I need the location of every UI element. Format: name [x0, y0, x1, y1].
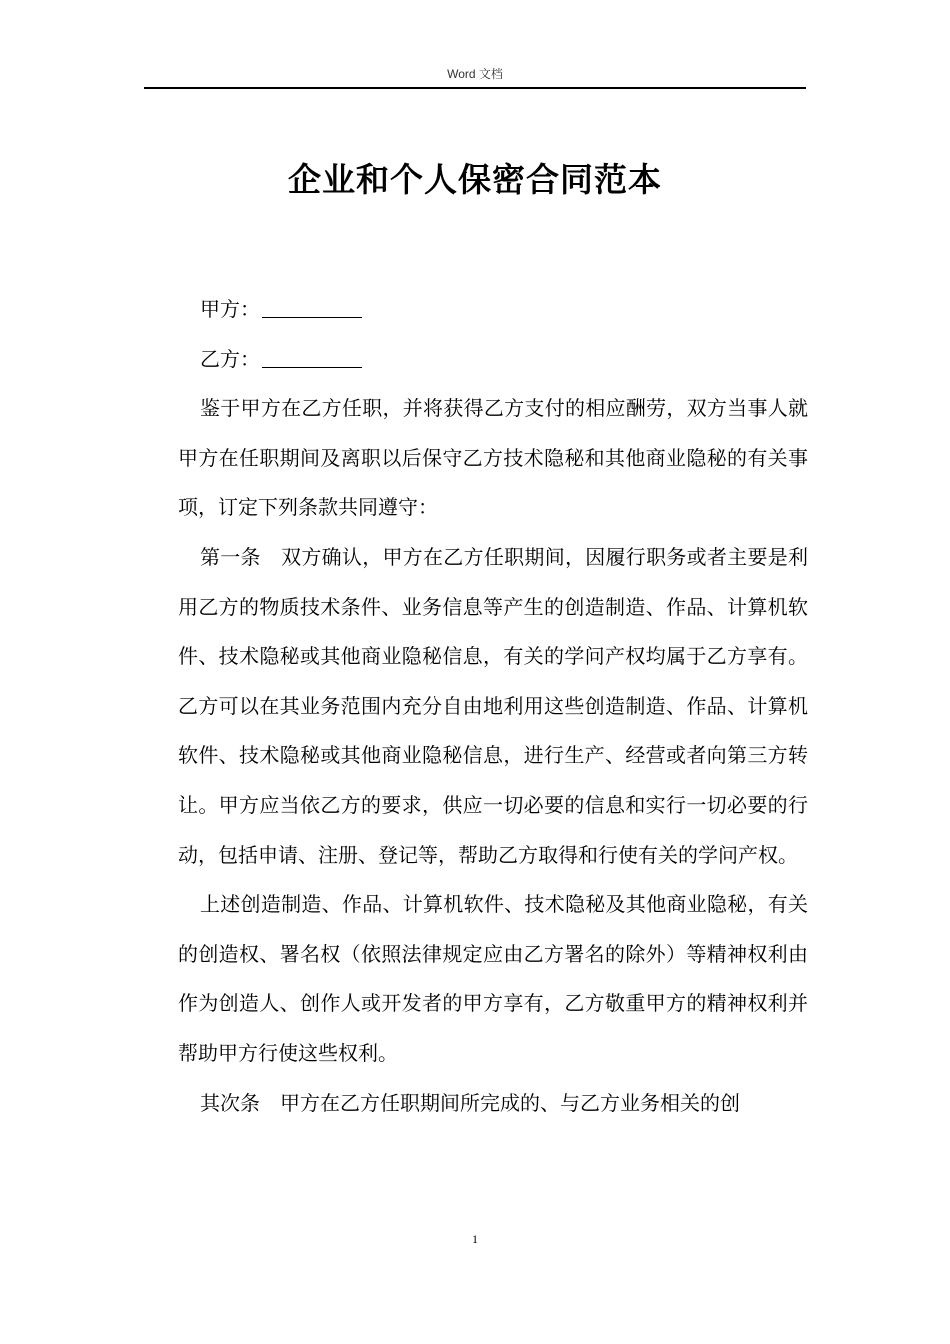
party-b-line [178, 335, 808, 385]
preamble-paragraph: 鉴于甲方在乙方任职，并将获得乙方支付的相应酬劳，双方当事人就甲方在任职期间及离职以后保守乙方技术隐秘和其他商业隐秘的有关事项，订定下列条款共同遵守： [178, 396, 808, 520]
party-b-label: 乙方： [200, 346, 260, 371]
header-divider [144, 87, 806, 89]
party-a-blank [262, 295, 362, 318]
page-number: 1 [472, 1232, 478, 1246]
document-title: 企业和个人保密合同范本 [288, 160, 662, 199]
document-body [178, 285, 808, 1128]
party-a-label: 甲方： [200, 297, 260, 321]
article-2-paragraph: 其次条 甲方在乙方任职期间所完成的、与乙方业务相关的创 [200, 1090, 740, 1115]
page-header: Word 文档 [447, 67, 503, 81]
moral-rights-paragraph: 上述创造制造、作品、计算机软件、技术隐秘及其他商业隐秘，有关的创造权、署名权（依照法律规定应由乙方署名的除外）等精神权利由作为创造人、创作人或开发者的甲方享有，乙方敬重甲方的精神权利并帮助甲方行使这些权利。 [178, 892, 808, 1065]
article-1-paragraph: 第一条 双方确认，甲方在乙方任职期间，因履行职务或者主要是利用乙方的物质技术条件、业务信息等产生的创造制造、作品、计算机软件、技术隐秘或其他商业隐秘信息，有关的学问产权均属于乙方享有。乙方可以在其业务范围内充分自由地利用这些创造制造、作品、计算机软件、技术隐秘或其他商业隐秘信息，进行生产、经营或者向第三方转让。甲方应当依乙方的要求，供应一切必要的信息和实行一切必要的行动，包括申请、注册、登记等，帮助乙方取得和行使有关的学问产权。 [178, 544, 808, 867]
party-b-blank [262, 345, 362, 368]
party-a-line [178, 285, 808, 335]
